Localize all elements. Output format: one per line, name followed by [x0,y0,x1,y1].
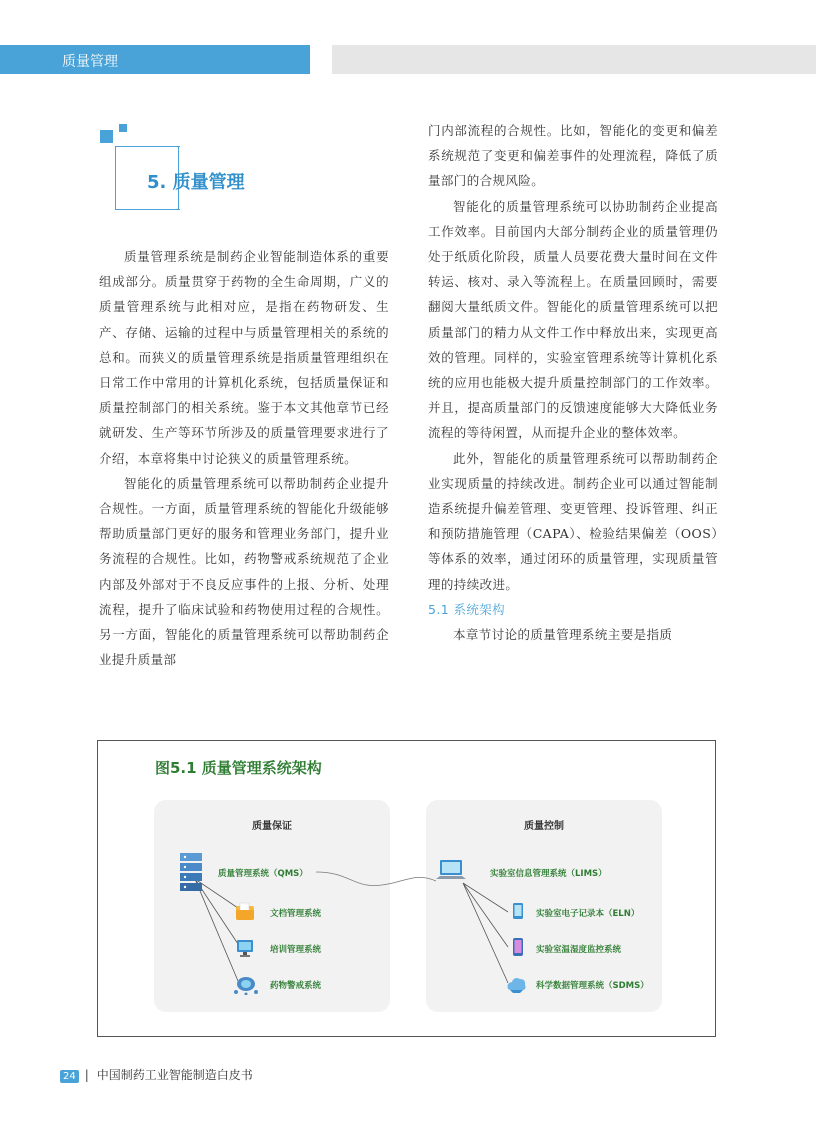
folder-icon [234,901,258,923]
right-column [428,118,718,647]
qms-label: 质量管理系统（QMS） [218,869,308,879]
header-section-bar [0,45,310,74]
panel-title: 质量控制 [524,821,564,832]
footer-separator: | [84,1068,89,1082]
pharmacovigilance-label: 药物警戒系统 [270,981,322,991]
title-decoration-square [100,130,113,143]
doc-management-label: 文档管理系统 [270,909,322,919]
eln-label: 实验室电子记录本（ELN） [536,909,640,919]
header-section-label: 质量管理 [62,54,118,70]
lims-label: 实验室信息管理系统（LIMS） [490,869,607,879]
monitor-icon [234,937,258,959]
section-title: 5. 质量管理 [147,172,245,193]
tablet-icon [508,901,528,923]
paragraph: 此外，智能化的质量管理系统可以帮助制药企业实现质量的持续改进。制药企业可以通过智能制造系统提升偏差管理、变更管理、投诉管理、纠正和预防措施管理（CAPA）、检验结果偏差（OOS）等体系的效率，通过闭环的质量管理，实现质量管理的持续改进。 [428,450,718,592]
paragraph: 本章节讨论的质量管理系统主要是指质 [453,627,673,643]
title-decoration-small-square [119,124,127,132]
panel-title: 质量保证 [252,821,292,832]
temp-humidity-label: 实验室温湿度监控系统 [536,945,622,955]
left-column [99,244,389,672]
paragraph: 门内部流程的合规性。比如，智能化的变更和偏差系统规范了变更和偏差事件的处理流程，降低了质量部门的合规风险。 [428,123,718,189]
page-number: 24 [60,1070,79,1083]
paragraph: 智能化的质量管理系统可以协助制药企业提高工作效率。目前国内大部分制药企业的质量管理仍处于纸质化阶段，质量人员要花费大量时间在文件转运、核对、录入等流程上。在质量回顾时，需要翻阅大量纸质文件。智能化的质量管理系统可以把质量部门的精力从文件工作中释放出来，实现更高效的管理。同样的，实验室管理系统等计算机化系统的应用也能极大提升质量控制部门的工作效率。并且，提高质量部门的反馈速度能够大大降低业务流程的等待闲置，从而提升企业的整体效率。 [428,198,718,441]
footer [60,1066,253,1083]
training-label: 培训管理系统 [270,945,322,955]
cloud-icon [504,973,528,995]
subsection-heading: 5.1 系统架构 [428,601,506,617]
laptop-icon [434,857,468,887]
book-title: 中国制药工业智能制造白皮书 [96,1068,253,1082]
network-device-icon [232,973,260,995]
header-gray-bar [332,45,816,74]
sdms-label: 科学数据管理系统（SDMS） [536,981,649,991]
paragraph: 智能化的质量管理系统可以帮助制药企业提升合规性。一方面，质量管理系统的智能化升级能够帮助质量部门更好的服务和管理业务部门，提升业务流程的合规性。比如，药物警戒系统规范了企业内部及外部对于不良反应事件的上报、分析、处理流程，提升了临床试验和药物使用过程的合规性。另一方面，智能化的质量管理系统可以帮助制药企业提升质量部 [99,475,389,668]
figure-architecture [97,740,716,1037]
phone-icon [508,937,528,959]
server-icon [178,851,206,893]
figure-title: 图5.1 质量管理系统架构 [155,759,322,777]
paragraph: 质量管理系统是制药企业智能制造体系的重要组成部分。质量贯穿于药物的全生命周期，广义的质量管理系统与此相对应，是指在药物研发、生产、存储、运输的过程中与质量管理相关的系统的总和。而狭义的质量管理系统是指质量管理组织在日常工作中常用的计算机化系统，包括质量保证和质量控制部门的相关系统。鉴于本文其他章节已经就研发、生产等环节所涉及的质量管理要求进行了介绍，本章将集中讨论狭义的质量管理系统。 [99,249,389,466]
